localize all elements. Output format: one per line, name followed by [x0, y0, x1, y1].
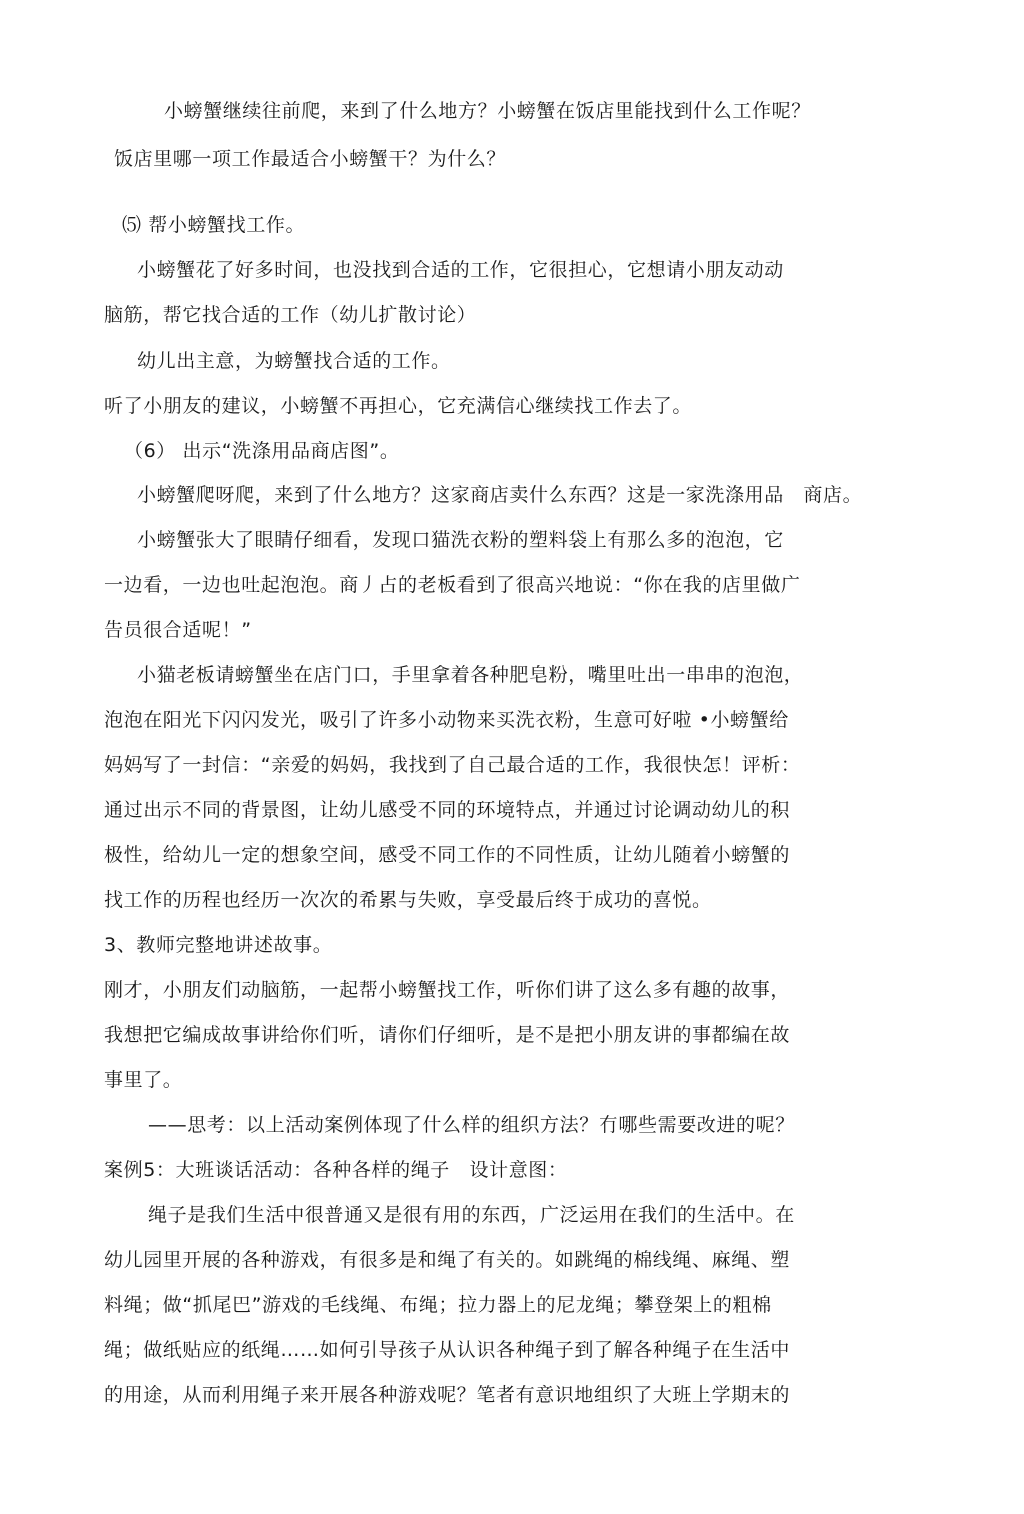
text-line: 我想把它编成故事讲给你们听，请你们仔细听，是不是把小朋友讲的事都编在故	[104, 1024, 791, 1046]
text-line: 料绳；做“抓尾巴”游戏的毛线绳、布绳；拉力器上的尼龙绳；攀登架上的粗棉	[104, 1294, 772, 1316]
text-line: 小螃蟹爬呀爬，来到了什么地方？这家商店卖什么东西？这是一家洗涤用品 商店。	[137, 484, 863, 506]
text-line: （6） 出示“洗涤用品商店图”。	[124, 440, 400, 462]
text-line: 找工作的历程也经历一次次的希累与失败，享受最后终于成功的喜悦。	[104, 889, 712, 911]
text-line: 幼儿出主意，为螃蟹找合适的工作。	[137, 350, 451, 372]
text-line: ——思考：以上活动案例体现了什么样的组织方法？冇哪些需要改进的呢？	[148, 1114, 795, 1136]
text-line: 饭店里哪一项工作最适合小螃蟹干？为什么？	[114, 148, 507, 170]
text-line: 小猫老板请螃蟹坐在店门口，手里拿着各种肥皂粉，嘴里吐出一串串的泡泡，	[137, 664, 804, 686]
text-line: ⑸ 帮小螃蟹找工作。	[122, 214, 306, 236]
text-line: 3、教师完整地讲述故事。	[104, 934, 333, 956]
text-line: 通过出示不同的背景图，让幼儿感受不同的环境特点，并通过讨论调动幼儿的积	[104, 799, 791, 821]
text-line: 刚才，小朋友们动脑筋，一起帮小螃蟹找工作，听你们讲了这么多有趣的故事，	[104, 979, 791, 1001]
text-line: 告员很合适呢！”	[104, 619, 252, 641]
text-line: 幼儿园里开展的各种游戏，有很多是和绳了有关的。如跳绳的棉线绳、麻绳、塑	[104, 1249, 791, 1271]
text-line: 案例5：大班谈话活动：各种各样的绳子 设计意图：	[104, 1159, 568, 1181]
text-line: 的用途，从而利用绳子来开展各种游戏呢？笔者有意识地组织了大班上学期末的	[104, 1384, 791, 1406]
text-line: 极性，给幼儿一定的想象空间，感受不同工作的不同性质，让幼儿随着小螃蟹的	[104, 844, 791, 866]
text-line: 小螃蟹张大了眼睛仔细看，发现口猫洗衣粉的塑料袋上有那么多的泡泡，它	[137, 529, 784, 551]
text-line: 泡泡在阳光下闪闪发光，吸引了许多小动物来买洗衣粉，生意可好啦 •小螃蟹给	[104, 709, 789, 731]
text-line: 小螃蟹继续往前爬，来到了什么地方？小螃蟹在饭店里能找到什么工作呢？	[164, 100, 811, 122]
text-line: 绳；做纸贴应的纸绳……如何引导孩子从认识各种绳子到了解各种绳子在生活中	[104, 1339, 791, 1361]
text-line: 听了小朋友的建议，小螃蟹不再担心，它充满信心继续找工作去了。	[104, 395, 693, 417]
text-line: 妈妈写了一封信：“亲爱的妈妈，我找到了自己最合适的工作，我很快怎！评析：	[104, 754, 801, 776]
text-line: 绳子是我们生活中很普通又是很有用的东西，广泛运用在我们的生活中。在	[148, 1204, 795, 1226]
text-line: 一边看，一边也吐起泡泡。商丿占的老板看到了很高兴地说：“你在我的店里做广	[104, 574, 801, 596]
text-line: 事里了。	[104, 1069, 183, 1091]
text-line: 脑筋，帮它找合适的工作（幼儿扩散讨论）	[104, 304, 477, 326]
text-line: 小螃蟹花了好多时间，也没找到合适的工作，它很担心，它想请小朋友动动	[137, 259, 784, 281]
